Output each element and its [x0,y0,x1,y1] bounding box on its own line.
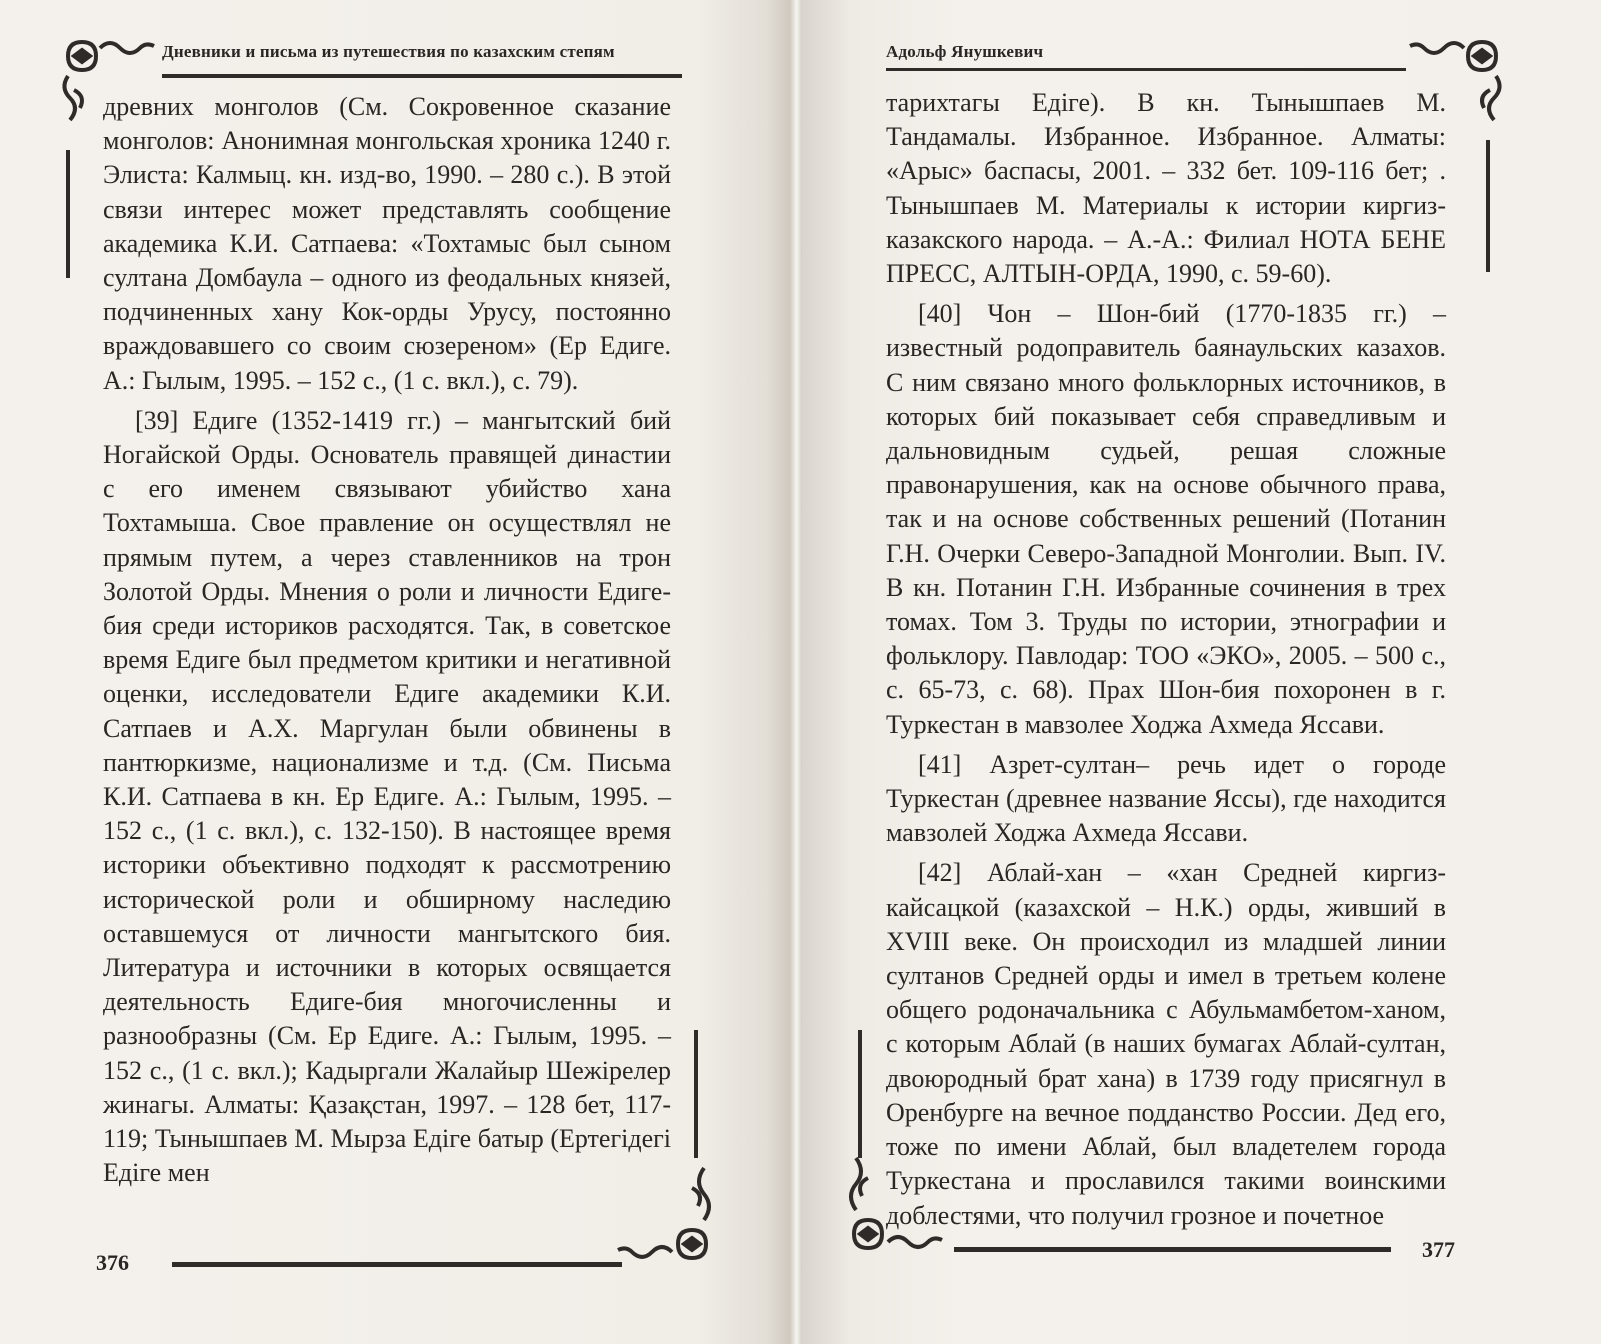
page-number: 377 [1422,1237,1455,1262]
margin-rule [858,1030,862,1158]
book-gutter [790,0,802,1344]
right-page [802,0,1601,1344]
paragraph: древних монголов (См. Сокровенное сказание монголов: Анонимная монгольская хроника 1240 г. Элиста: Калмыц. кн. изд-во, 1990. – 280 с.). В этой связи интерес может представлять сообщение академика К.И. Сатпаева: «Тохтамыс был сыном султана Домбаула – одного из феодальных князей, подчиненных хану Кок-орды Урусу, постоянно враждовавшего со своим сюзереном» (Ер Едиге. А.: Гылым, 1995. – 152 с., (1 с. вкл.), с. 79). [103,92,671,395]
corner-ornament-icon [832,1148,952,1260]
left-page [0,0,790,1344]
margin-rule [66,150,70,278]
running-head: Дневники и письма из путешествия по казахским степям [162,42,615,61]
paragraph: [40] Чон – Шон-бий (1770-1835 гг.) – известный родоправитель баянаульских казахов. С ним связано много фольклорных источников, в которых бий показывает себя справедливым и дальновидным судьей, решая сложные правонарушения, как на основе обычного права, так и на основе собственных решений (Потанин Г.Н. Очерки Северо-Западной Монголии. Вып. IV. В кн. Потанин Г.Н. Избранные сочинения в трех томах. Том 3. Труды по истории, этнографии и фольклору. Павлодар: ТОО «ЭКО», 2005. – 500 с., с. 65-73, с. 68). Прах Шон-бия похоронен в г. Туркестан в мавзолее Ходжа Ахмеда Яссави. [886,299,1446,739]
margin-rule [1486,140,1490,272]
footer-rule [172,1262,622,1267]
running-head: Адольф Янушкевич [886,42,1044,61]
page-number: 376 [96,1250,129,1275]
margin-rule [694,1030,698,1158]
paragraph: [41] Азрет-султан– речь идет о городе Туркестан (древнее название Яссы), где находится мавзолей Ходжа Ахмеда Яссави. [886,749,1446,848]
paragraph: тарихтагы Едiге). В кн. Тынышпаев М. Тандамалы. Избранное. Избранное. Алматы: «Арыс» баспасы, 2001. – 332 бет. 109-116 бет; . Тынышпаев М. Материалы к истории киргиз-казакского народа. – А.-А.: Филиал НОТА БЕНЕ ПРЕСС, АЛТЫН-ОРДА, 1990, с. 59-60). [886,88,1446,289]
header-rule [162,74,682,78]
header-rule [886,68,1406,71]
paragraph: [42] Аблай-хан – «хан Средней киргиз-кайсацкой (казахской – Н.К.) орды, живший в XVIII веке. Он происходил из младшей линии султанов Средней орды и имел в третьем колене общего родоначальника с Абульмамбетом-ханом, с которым Аблай (в наших бумагах Аблай-султан, двоюродный брат хана) в 1739 году присягнул в Оренбурге на вечное подданство России. Дед его, тоже по имени Аблай, был владетелем города Туркестана и прославился такими воинскими доблестями, что получил грозное и почетное [886,858,1446,1230]
body-text [886,86,1446,1233]
corner-ornament-icon [612,1158,732,1270]
paragraph: [39] Едиге (1352-1419 гг.) – мангытский бий Ногайской Орды. Основатель правящей династии с его именем связывают убийство хана Тохтамыша. Свое правление он осуществлял не прямым путем, а через ставленников на трон Золотой Орды. Мнения о роли и личности Едиге-бия среди историков расходятся. Так, в советское время Едиге был предметом критики и негативной оценки, исследователи Едиге академики К.И. Сатпаев и А.Х. Маргулан были обвинены в пантюркизме, национализме и т.д. (См. Письма К.И. Сатпаева в кн. Ер Едиге. А.: Гылым, 1995. – 152 с., (1 с. вкл.), с. 132-150). В настоящее время историки объективно подходят к рассмотрению исторической роли и обширному наследию оставшемуся от личности мангытского бия. Литература и источники в которых освящается деятельность Едиге-бия многочисленны и разнообразны (См. Ер Едиге. А.: Гылым, 1995. – 152 с., (1 с. вкл.); Кадыргали Жалайыр Шежiрелер жинагы. Алматы: Қазақстан, 1997. – 128 бет, 117-119; Тынышпаев М. Мырза Едiге батыр (Ертегiдегi Едiге мен [103,405,671,1188]
body-text [103,90,671,1191]
footer-rule [954,1247,1391,1252]
